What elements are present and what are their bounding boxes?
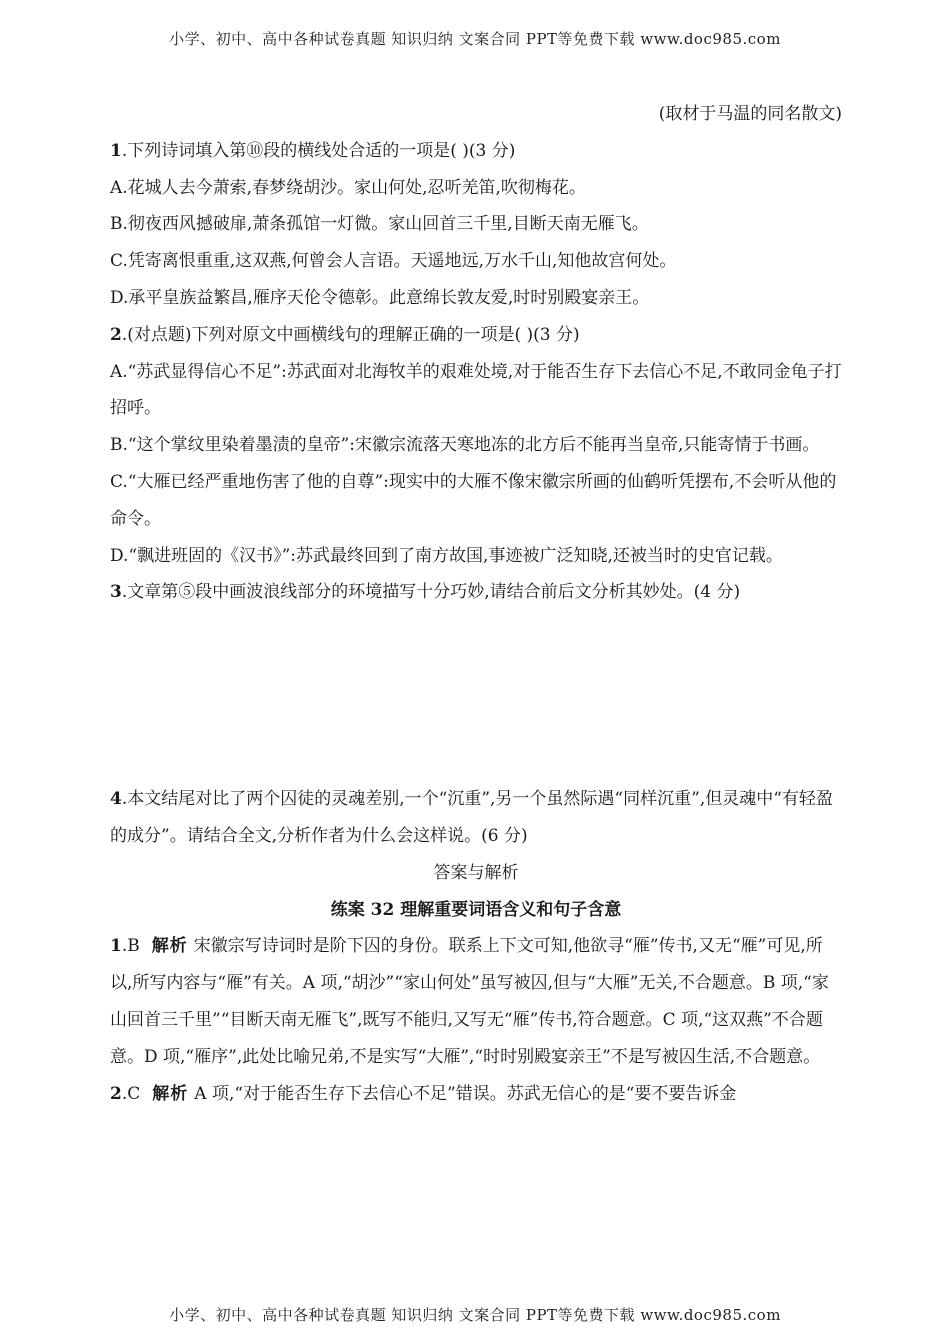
answer-choice: .C <box>121 1083 141 1104</box>
option-b: B.“这个掌纹里染着墨渍的皇帝”:宋徽宗流落天寒地冻的北方后不能再当皇帝,只能寄情于书画。 <box>110 435 820 456</box>
question-4 <box>110 781 842 855</box>
answer-choice: .B <box>121 936 140 957</box>
question-number: 2 <box>110 324 122 345</box>
question-text: .下列诗词填入第⑩段的横线处合适的一项是( )(3 分) <box>121 140 516 161</box>
option-d: D.“飘进班固的《汉书》”:苏武最终回到了南方故国,事迹被广泛知晓,还被当时的史官记载。 <box>110 545 783 566</box>
analysis-text: 宋徽宗写诗词时是阶下囚的身份。联系上下文可知,他欲寻“雁”传书,又无“雁”可见,所以,所写内容与“雁”有关。A 项,“胡沙”“家山何处”虽写被囚,但与“大雁”无关,不合题意。B 项,“家山回首三千里”“目断天南无雁飞”,既写不能归,又写无“雁”传书,符合题意。C 项,“这双燕”不合题意。D 项,“雁序”,此处比喻兄弟,不是实写“大雁”,“时时别殿宴亲王”不是写被囚生活,不合题意。 <box>110 936 829 1067</box>
option-b: B.彻夜西风撼破扉,萧条孤馆一灯微。家山回首三千里,目断天南无雁飞。 <box>110 214 649 235</box>
analysis-text: A 项,“对于能否生存下去信心不足”错误。苏武无信心的是“要不要告诉金 <box>194 1083 737 1104</box>
question-stem <box>110 133 842 170</box>
question-text: .(对点题)下列对原文中画横线句的理解正确的一项是( )(3 分) <box>121 324 580 345</box>
page-footer: 小学、初中、高中各种试卷真题 知识归纳 文案合同 PPT等免费下载 www.doc985.com <box>169 1306 781 1324</box>
source-note: (取材于马温的同名散文) <box>658 104 842 124</box>
option-a: A.花城人去今萧索,春梦绕胡沙。家山何处,忍听羌笛,吹彻梅花。 <box>110 177 586 198</box>
analysis-tag: 解析 <box>151 936 188 957</box>
option-c: C.凭寄离恨重重,这双燕,何曾会人言语。天遥地远,万水千山,知他故宫何处。 <box>110 251 677 272</box>
question-stem <box>110 317 842 354</box>
answer-blank-area <box>110 611 842 781</box>
answer-text <box>110 1076 842 1113</box>
analysis-tag: 解析 <box>152 1083 189 1104</box>
option-c: C.“大雁已经严重地伤害了他的自尊”:现实中的大雁不像宋徽宗所画的仙鹤听凭摆布,不会听从他的命令。 <box>110 471 837 529</box>
answer-section-title: 答案与解析 <box>433 862 519 883</box>
document-body <box>110 96 842 1112</box>
option-a: A.“苏武显得信心不足”:苏武面对北海牧羊的艰难处境,对于能否生存下去信心不足,不敢同金龟子打招呼。 <box>110 361 842 419</box>
question-3 <box>110 574 842 781</box>
answer-2 <box>110 1076 842 1113</box>
question-1 <box>110 133 842 317</box>
question-2 <box>110 317 842 575</box>
question-stem <box>110 574 842 611</box>
answer-text <box>110 928 842 1075</box>
question-text: .文章第⑤段中画波浪线部分的环境描写十分巧妙,请结合前后文分析其妙处。(4 分) <box>121 582 741 603</box>
option-d: D.承平皇族益繁昌,雁序天伦令德彰。此意绵长敦友爱,时时别殿宴亲王。 <box>110 287 650 308</box>
question-stem <box>110 781 842 855</box>
answer-number: 1 <box>110 936 122 957</box>
question-text: .本文结尾对比了两个囚徒的灵魂差别,一个“沉重”,另一个虽然际遇“同样沉重”,但灵魂中“有轻盈的成分”。请结合全文,分析作者为什么会这样说。(6 分) <box>110 789 833 846</box>
question-number: 4 <box>110 789 122 810</box>
page-header: 小学、初中、高中各种试卷真题 知识归纳 文案合同 PPT等免费下载 www.doc985.com <box>169 30 781 48</box>
question-number: 1 <box>110 140 122 161</box>
answer-1 <box>110 928 842 1075</box>
question-number: 3 <box>110 582 122 603</box>
answer-number: 2 <box>110 1083 122 1104</box>
practice-title: 练案 32 理解重要词语含义和句子含意 <box>330 899 622 920</box>
